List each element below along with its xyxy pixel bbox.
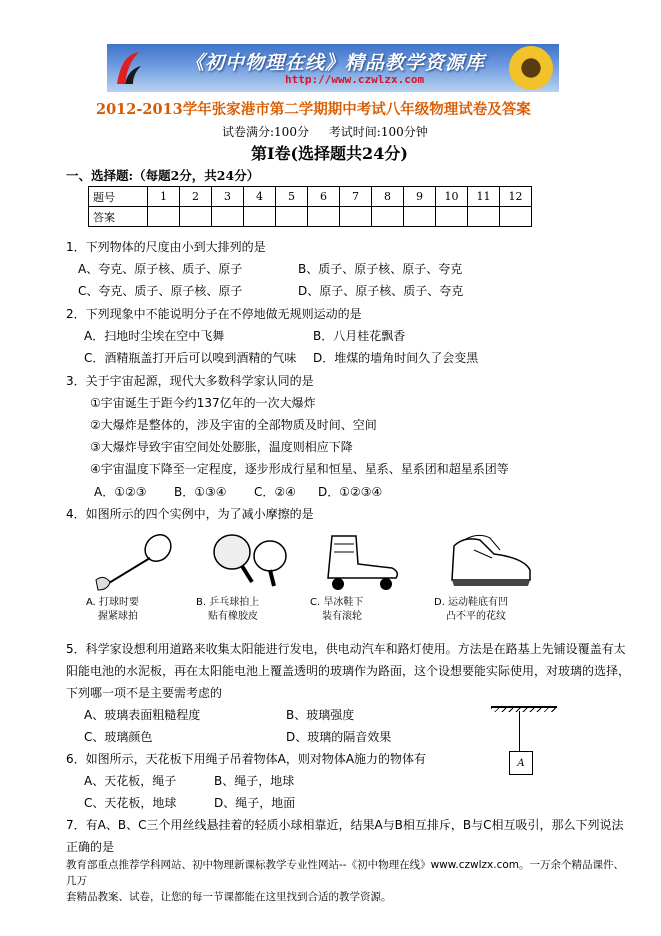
rope-figure [519,711,520,751]
q3-statement-3: ③大爆炸导致宇宙空间处处膨胀，温度则相应下降 [90,440,353,454]
ceiling-figure [491,706,557,712]
question-number-cell: 11 [468,187,500,207]
page-title: 2012-2013学年张家港市第二学期期中考试八年级物理试卷及答案 [96,101,531,118]
answer-cell[interactable] [276,207,308,227]
q5-option-b: B、玻璃强度 [286,708,355,722]
caption-a-line2: 握紧球拍 [98,611,138,622]
table-row [89,187,532,207]
question-number-cell: 4 [244,187,276,207]
answer-cell[interactable] [404,207,436,227]
exam-score: 试卷满分:100分 [222,125,309,139]
question-number-cell: 3 [212,187,244,207]
q1-option-c: C、夸克、质子、原子核、原子 [78,284,243,298]
q1-option-b: B、质子、原子核、原子、夸克 [298,262,463,276]
q3-statement-1: ①宇宙诞生于距今约137亿年的一次大爆炸 [90,396,316,410]
question-number-cell: 5 [276,187,308,207]
caption-d-line1: D. 运动鞋底有凹 [434,597,509,608]
answer-cell[interactable] [340,207,372,227]
q5-line1: 5．科学家设想利用道路来收集太阳能进行发电，供电动汽车和路灯使用。方法是在路基上先铺设覆盖有太 [66,642,626,656]
table-row-label: 题号 [89,187,148,207]
q6-stem: 6．如图所示，天花板下用绳子吊着物体A，则对物体A施力的物体有 [66,752,427,766]
q7-line2: 正确的是 [66,840,115,854]
q5-line2: 阳能电池的水泥板，再在太阳能电池上覆盖透明的玻璃作为路面，这个设想要能实际使用，对玻璃的选择， [66,664,631,678]
caption-a-line1: A. 打球时要 [86,597,140,608]
q6-option-b: B、绳子，地球 [214,774,295,788]
page-footer [66,857,626,905]
roller-skate-icon [310,532,420,592]
answer-cell[interactable] [244,207,276,227]
question-number-cell: 9 [404,187,436,207]
caption-c-line1: C. 旱冰鞋下 [310,597,364,608]
q2-option-c: C．酒精瓶盖打开后可以嗅到酒精的气味 [84,351,297,365]
answer-cell[interactable] [180,207,212,227]
table-row-label: 答案 [89,207,148,227]
question-number-cell: 8 [372,187,404,207]
caption-b-line2: 贴有橡胶皮 [208,611,258,622]
answer-table [88,186,532,227]
answer-cell[interactable] [500,207,532,227]
banner-slogan: 《初中物理在线》精品教学资源库 [185,52,486,74]
q7-line1: 7．有A、B、C三个用丝线悬挂着的轻质小球相靠近，结果A与B相互排斥，B与C相互吸引，那么下列说法 [66,818,624,832]
q2-stem: 2．下列现象中不能说明分子在不停地做无规则运动的是 [66,307,362,321]
q4-figure-c [310,532,420,622]
logo-icon [113,50,143,86]
table-row [89,207,532,227]
q3-option-b: B．①③④ [174,485,227,499]
question-number-cell: 2 [180,187,212,207]
q4-figure-b [196,532,306,622]
answer-cell[interactable] [436,207,468,227]
question-number-cell: 6 [308,187,340,207]
q3-statement-4: ④宇宙温度下降至一定程度，逐步形成行星和恒星、星系、星系团和超星系团等 [90,462,509,476]
question-number-cell: 1 [148,187,180,207]
answer-cell[interactable] [212,207,244,227]
sneaker-icon [434,532,554,592]
q1-option-a: A、夸克、原子核、质子、原子 [78,262,243,276]
q4-figure-d [434,532,564,622]
question-number-cell: 12 [500,187,532,207]
q2-option-a: A．扫地时尘埃在空中飞舞 [84,329,225,343]
q6-option-c: C、天花板，地球 [84,796,177,810]
answer-cell[interactable] [372,207,404,227]
header-banner [107,44,559,92]
q6-option-d: D、绳子，地面 [214,796,296,810]
table-tennis-paddle-icon [196,532,306,592]
q5-line3: 下列哪一项不是主要需考虑的 [66,686,223,700]
caption-c-line2: 装有滚轮 [322,611,362,622]
section-title: 第Ⅰ卷(选择题共24分) [251,144,408,163]
q5-option-a: A、玻璃表面粗糙程度 [84,708,201,722]
q3-option-a: A．①②③ [94,485,147,499]
footer-line1: 教育部重点推荐学科网站、初中物理新课标教学专业性网站--《初中物理在线》www.czwlzx.com。一万余个精品课件、几万 [66,859,624,887]
footer-line2: 套精品教案、试卷，让您的每一节课都能在这里找到合适的教学资源。 [66,891,392,903]
badminton-racket-icon [86,532,196,592]
exam-meta [222,123,444,140]
caption-b-line1: B. 乒乓球拍上 [196,597,260,608]
q5-option-d: D、玻璃的隔音效果 [286,730,392,744]
banner-url[interactable]: http://www.czwlzx.com [285,73,425,86]
sunflower-icon [509,46,553,90]
answer-cell[interactable] [468,207,500,227]
question-number-cell: 7 [340,187,372,207]
q6-option-a: A、天花板，绳子 [84,774,177,788]
q1-option-d: D、原子、原子核、质子、夸克 [298,284,464,298]
q3-statement-2: ②大爆炸是整体的，涉及宇宙的全部物质及时间、空间 [90,418,377,432]
q4-stem: 4．如图所示的四个实例中，为了减小摩擦的是 [66,507,314,521]
caption-d-line2: 凸不平的花纹 [446,611,506,622]
q1-stem: 1．下列物体的尺度由小到大排列的是 [66,240,266,254]
q2-option-b: B．八月桂花飘香 [313,329,406,343]
q5-option-c: C、玻璃颜色 [84,730,153,744]
q3-stem: 3．关于宇宙起源，现代大多数科学家认同的是 [66,374,314,388]
part-heading: 一、选择题:（每题2分，共24分） [66,168,260,183]
exam-time: 考试时间:100分钟 [328,125,428,139]
answer-cell[interactable] [308,207,340,227]
q3-option-d: D．①②③④ [318,485,383,499]
q2-option-d: D．堆煤的墙角时间久了会变黑 [313,351,479,365]
q4-figure-a [86,532,196,622]
object-a-figure: A [509,751,533,775]
answer-cell[interactable] [148,207,180,227]
question-number-cell: 10 [436,187,468,207]
q3-option-c: C．②④ [254,485,296,499]
